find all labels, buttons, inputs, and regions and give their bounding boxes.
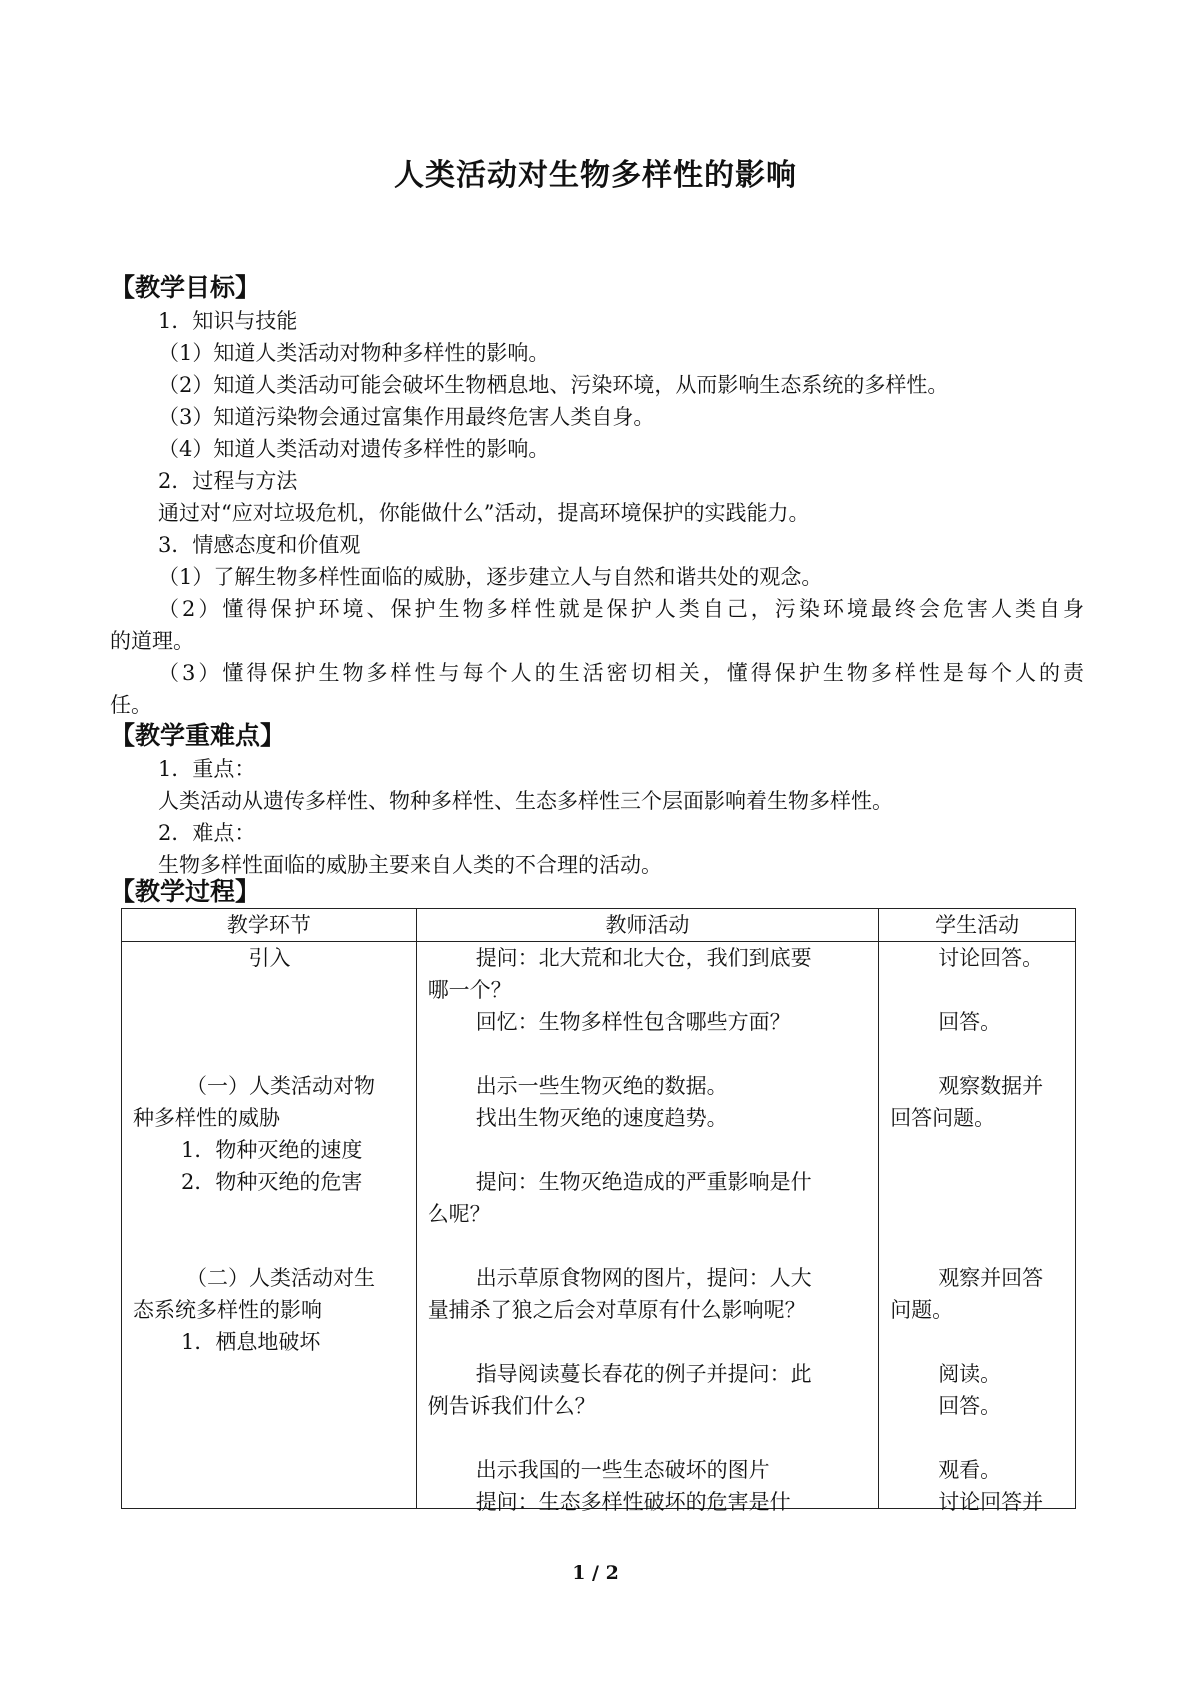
header-cell-student: 学生活动: [879, 909, 1076, 942]
teacher-text: 回忆：生物多样性包含哪些方面？: [475, 1010, 791, 1034]
objective-line: 任。: [110, 693, 152, 717]
table-header-row: [122, 909, 1076, 942]
objective-line: （3）懂得保护生物多样性与每个人的生活密切相关，懂得保护生物多样性是每个人的责: [158, 661, 1084, 685]
student-text: 讨论回答并: [938, 1490, 1044, 1514]
objectives-heading: 【教学目标】: [110, 273, 261, 302]
objective-line: （4）知道人类活动对遗传多样性的影响。: [158, 437, 550, 461]
teacher-text: 提问：生物灭绝造成的严重影响是什: [475, 1170, 812, 1194]
keypoints-heading: 【教学重难点】: [110, 721, 286, 750]
stage-cell: [122, 942, 417, 1509]
objective-line: （1）了解生物多样性面临的威胁，逐步建立人与自然和谐共处的观念。: [158, 565, 823, 589]
stage-text: 1．栖息地破坏: [181, 1330, 321, 1354]
keypoint-line: 2．难点：: [158, 821, 256, 845]
teacher-text: 出示一些生物灭绝的数据。: [475, 1074, 728, 1098]
teacher-text: 量捕杀了狼之后会对草原有什么影响呢？: [427, 1298, 806, 1322]
stage-text: 1．物种灭绝的速度: [181, 1138, 363, 1162]
keypoint-line: 人类活动从遗传多样性、物种多样性、生态多样性三个层面影响着生物多样性。: [158, 789, 893, 813]
objective-line: 1．知识与技能: [158, 309, 298, 333]
student-text: 回答。: [938, 1010, 1002, 1034]
teacher-text: 提问：生态多样性破坏的危害是什: [475, 1490, 791, 1514]
stage-text: （二）人类活动对生: [186, 1266, 375, 1290]
student-text: 回答。: [938, 1394, 1002, 1418]
table-row: [122, 942, 1076, 1509]
teacher-text: 么呢？: [427, 1202, 491, 1226]
keypoint-line: 生物多样性面临的威胁主要来自人类的不合理的活动。: [158, 853, 662, 877]
teacher-text: 提问：北大荒和北大仓，我们到底要: [475, 946, 812, 970]
objective-line: 2．过程与方法: [158, 469, 298, 493]
process-table: [121, 908, 1076, 1514]
objective-line: 的道理。: [110, 629, 194, 653]
stage-text: 2．物种灭绝的危害: [181, 1170, 363, 1194]
stage-text: 引入: [248, 946, 291, 970]
student-text: 观看。: [938, 1458, 1002, 1482]
header-cell-teacher: 教师活动: [416, 909, 879, 942]
student-text: 讨论回答。: [938, 946, 1044, 970]
page-title: 人类活动对生物多样性的影响: [394, 158, 797, 193]
teacher-text: 指导阅读蔓长春花的例子并提问：此: [475, 1362, 812, 1386]
process-heading: 【教学过程】: [110, 877, 261, 906]
student-text: 观察数据并: [938, 1074, 1044, 1098]
teacher-text: 哪一个？: [427, 978, 512, 1002]
teacher-text: 找出生物灭绝的速度趋势。: [475, 1106, 728, 1130]
objective-line: 3．情感态度和价值观: [158, 533, 361, 557]
student-text: 回答问题。: [890, 1106, 996, 1130]
student-text: 观察并回答: [938, 1266, 1044, 1290]
objective-line: （2）知道人类活动可能会破坏生物栖息地、污染环境，从而影响生态系统的多样性。: [158, 373, 949, 397]
student-text: 阅读。: [938, 1362, 1002, 1386]
stage-text: （一）人类活动对物: [186, 1074, 375, 1098]
stage-text: 种多样性的威胁: [133, 1106, 280, 1130]
page-number: 1 / 2: [572, 1562, 619, 1584]
teacher-text: 例告诉我们什么？: [427, 1394, 596, 1418]
objective-line: （1）知道人类活动对物种多样性的影响。: [158, 341, 550, 365]
student-text: 问题。: [890, 1298, 954, 1322]
teacher-text: 出示草原食物网的图片，提问：人大: [475, 1266, 812, 1290]
objective-line: （2）懂得保护环境、保护生物多样性就是保护人类自己，污染环境最终会危害人类自身: [158, 597, 1084, 621]
keypoint-line: 1．重点：: [158, 757, 256, 781]
teacher-text: 出示我国的一些生态破坏的图片: [475, 1458, 770, 1482]
stage-text: 态系统多样性的影响: [133, 1298, 322, 1322]
teacher-cell: [416, 942, 879, 1514]
objective-line: （3）知道污染物会通过富集作用最终危害人类自身。: [158, 405, 655, 429]
objective-line: 通过对“应对垃圾危机，你能做什么”活动，提高环境保护的实践能力。: [158, 501, 810, 525]
header-cell-stage: 教学环节: [122, 909, 417, 942]
student-cell: [879, 942, 1076, 1514]
